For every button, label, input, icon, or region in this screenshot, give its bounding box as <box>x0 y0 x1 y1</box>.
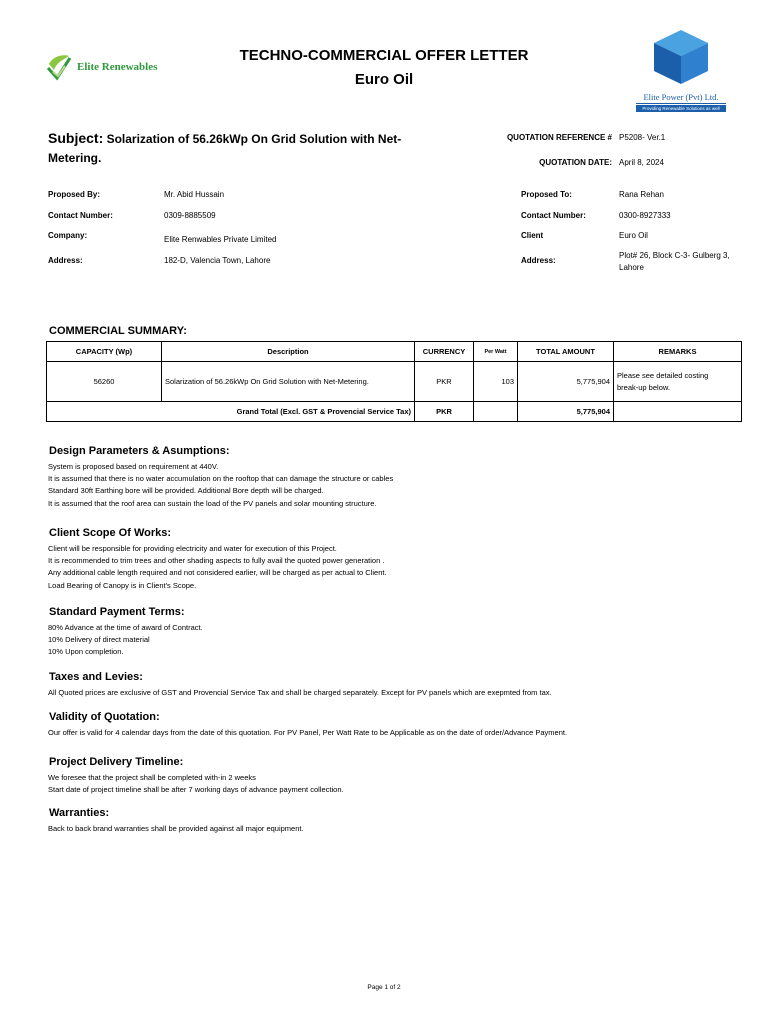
list-item: Client will be responsible for providing electricity and water for execution of this Project. <box>48 544 337 553</box>
subject <box>48 129 448 168</box>
client-address-value <box>619 250 730 274</box>
list-item: We foresee that the project shall be completed with-in 2 weeks <box>48 773 256 782</box>
subject-line1: Solarization of 56.26kWp On Grid Solution with Net- <box>106 132 402 146</box>
scope-heading: Client Scope Of Works: <box>49 527 172 539</box>
client-label: Client <box>521 231 544 240</box>
list-item: All Quoted prices are exclusive of GST and Provencial Service Tax and shall be charged separately. Except for PV panels which are exepmted from tax. <box>48 688 552 697</box>
table-row <box>47 362 742 402</box>
proposer-contact-value: 0309-8885509 <box>164 211 216 220</box>
timeline-body <box>48 772 344 796</box>
proposed-to-value: Rana Rehan <box>619 190 664 199</box>
cube-logo-icon <box>626 28 736 86</box>
design-heading: Design Parameters & Asumptions: <box>49 445 230 457</box>
quotation-date-label: QUOTATION DATE: <box>539 158 612 167</box>
grand-total-per-watt <box>474 402 518 422</box>
quotation-date-value: April 8, 2024 <box>619 158 664 167</box>
list-item: Back to back brand warranties shall be provided against all major equipment. <box>48 824 304 833</box>
logo-divider <box>636 103 726 104</box>
client-title: Euro Oil <box>354 71 414 88</box>
client-address-label: Address: <box>521 256 556 265</box>
payment-body <box>48 622 203 659</box>
grand-total-currency: PKR <box>415 402 474 422</box>
warranties-heading: Warranties: <box>49 807 110 819</box>
list-item: Load Bearing of Canopy is in Client's Scope. <box>48 580 197 590</box>
logo-right-tagline: Providing Renewable Solutions as well <box>636 105 726 112</box>
column-header: REMARKS <box>614 342 742 362</box>
list-item: 10% Upon completion. <box>48 647 124 657</box>
list-item: 80% Advance at the time of award of Contract. <box>48 623 203 632</box>
proposed-by-value: Mr. Abid Hussain <box>164 190 225 199</box>
list-item: Any additional cable length required and not considered earlier, will be charged as per actual to Client. <box>48 568 387 578</box>
column-header: CURRENCY <box>415 342 474 362</box>
validity-heading: Validity of Quotation: <box>49 711 160 723</box>
client-contact-label: Contact Number: <box>521 211 586 220</box>
validity-body <box>48 727 567 739</box>
remarks-line1: Please see detailed costing <box>617 370 709 380</box>
logo-right-name: Elite Power (Pvt) Ltd. <box>643 92 719 102</box>
currency-cell: PKR <box>415 362 474 402</box>
proposer-contact-label: Contact Number: <box>48 211 113 220</box>
logo-left-text: Elite Renewables <box>77 61 158 73</box>
column-header: Description <box>162 342 415 362</box>
grand-total-label: Grand Total (Excl. GST & Provencial Service Tax) <box>47 402 415 422</box>
column-header: TOTAL AMOUNT <box>518 342 614 362</box>
grand-total-remarks <box>614 402 742 422</box>
list-item: Our offer is valid for 4 calendar days from the date of this quotation. For PV Panel, Per Watt Rate to be Applicable as on the date of order/Advance Payment. <box>48 728 568 737</box>
elite-power-logo <box>626 28 736 112</box>
timeline-heading: Project Delivery Timeline: <box>49 756 184 768</box>
list-item: Start date of project timeline shall be after 7 working days of advance payment collection. <box>48 785 344 795</box>
list-item: It is assumed that there is no water accumulation on the rooftop that can damage the structure or cables <box>48 474 394 484</box>
proposed-to-label: Proposed To: <box>521 190 572 199</box>
client-address-line2: Lahore <box>619 263 644 272</box>
commercial-summary-table <box>46 341 742 422</box>
remarks-cell <box>614 362 742 402</box>
warranties-body <box>48 823 304 835</box>
list-item: It is assumed that the roof area can sustain the load of the PV panels and solar mounting structure. <box>48 498 377 508</box>
description-cell: Solarization of 56.26kWp On Grid Solution with Net-Metering. <box>162 362 415 402</box>
capacity-cell: 56260 <box>47 362 162 402</box>
page-number: Page 1 of 2 <box>367 984 401 991</box>
proposed-by-label: Proposed By: <box>48 190 101 199</box>
grand-total-amount: 5,775,904 <box>518 402 614 422</box>
subject-line2: Metering. <box>48 151 102 165</box>
list-item: System is proposed based on requirement at 440V. <box>48 462 219 471</box>
client-value: Euro Oil <box>619 231 648 240</box>
quotation-ref-label: QUOTATION REFERENCE # <box>506 133 612 142</box>
column-header: CAPACITY (Wp) <box>47 342 162 362</box>
table-header-row <box>47 342 742 362</box>
total-amount-cell: 5,775,904 <box>518 362 614 402</box>
company-label: Company: <box>48 231 88 240</box>
scope-body <box>48 543 387 592</box>
document-title: TECHNO-COMMERCIAL OFFER LETTER <box>239 47 529 64</box>
column-header: Per Watt <box>474 342 518 362</box>
grand-total-row <box>47 402 742 422</box>
list-item: Standard 30ft Earthing bore will be provided. Additional Bore depth will be charged. <box>48 486 324 496</box>
client-contact-value: 0300-8927333 <box>619 211 671 220</box>
list-item: 10% Delivery of direct material <box>48 635 150 645</box>
taxes-body <box>48 687 552 699</box>
quotation-ref-value: P5208- Ver.1 <box>619 133 666 142</box>
per-watt-cell: 103 <box>474 362 518 402</box>
taxes-heading: Taxes and Levies: <box>49 671 143 683</box>
remarks-line2: break-up below. <box>617 382 670 392</box>
commercial-summary-heading: COMMERCIAL SUMMARY: <box>49 325 187 337</box>
proposer-address-label: Address: <box>48 256 83 265</box>
payment-heading: Standard Payment Terms: <box>49 606 185 618</box>
company-value: Elite Renwables Private Limited <box>164 235 277 244</box>
client-address-line1: Plot# 26, Block C-3- Gulberg 3, <box>619 251 730 260</box>
subject-label: Subject: <box>48 130 104 146</box>
list-item: It is recommended to trim trees and other shading aspects to fully avail the quoted power generation . <box>48 556 385 566</box>
design-body <box>48 461 393 510</box>
proposer-address-value: 182-D, Valencia Town, Lahore <box>164 256 271 265</box>
